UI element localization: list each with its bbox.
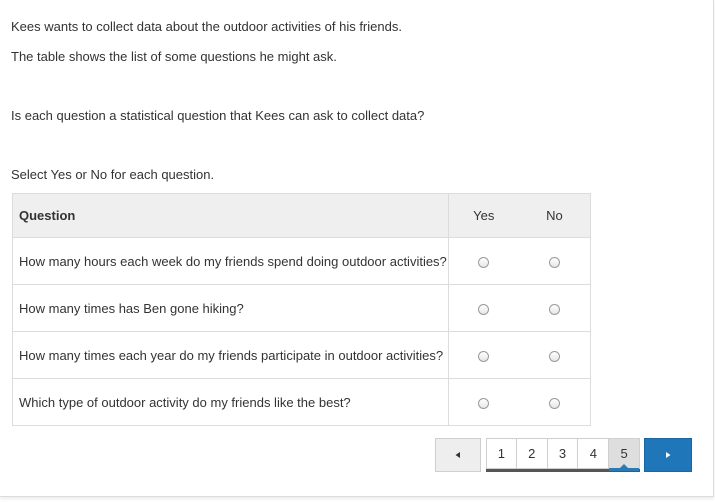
no-cell (519, 285, 591, 332)
prompt-line-1: Kees wants to collect data about the outdoor activities of his friends. (11, 19, 402, 34)
table-row (13, 285, 591, 332)
current-page-label: 5 (620, 446, 628, 461)
no-radio-3[interactable] (549, 351, 560, 362)
table-row (13, 238, 591, 285)
page-button-2[interactable]: 2 (517, 438, 548, 469)
previous-button[interactable] (435, 438, 481, 472)
triangle-right-icon (664, 451, 672, 459)
header-question: Question (13, 194, 449, 238)
yes-cell (448, 285, 518, 332)
question-text: How many times each year do my friends participate in outdoor activities? (13, 332, 449, 379)
triangle-left-icon (454, 451, 462, 459)
no-radio-4[interactable] (549, 398, 560, 409)
table-row (13, 379, 591, 426)
table-header-row (13, 194, 591, 238)
no-radio-2[interactable] (549, 304, 560, 315)
prompt-line-2: The table shows the list of some questions he might ask. (11, 49, 337, 64)
no-cell (519, 238, 591, 285)
header-no: No (519, 194, 591, 238)
yes-radio-3[interactable] (478, 351, 489, 362)
question-text: How many hours each week do my friends spend doing outdoor activities? (13, 238, 449, 285)
question-table (12, 193, 591, 426)
question-text: How many times has Ben gone hiking? (13, 285, 449, 332)
yes-radio-1[interactable] (478, 257, 489, 268)
table-row (13, 332, 591, 379)
caret-up-icon (620, 464, 628, 468)
page-button-5-current[interactable] (609, 438, 640, 469)
yes-cell (448, 238, 518, 285)
page-button-3[interactable]: 3 (548, 438, 579, 469)
page-navigation (486, 438, 640, 472)
question-text: Which type of outdoor activity do my friends like the best? (13, 379, 449, 426)
yes-cell (448, 332, 518, 379)
header-yes: Yes (448, 194, 518, 238)
prompt-question: Is each question a statistical question that Kees can ask to collect data? (11, 108, 425, 123)
next-button[interactable] (644, 438, 692, 472)
no-radio-1[interactable] (549, 257, 560, 268)
prompt-instruction: Select Yes or No for each question. (11, 167, 215, 182)
yes-radio-4[interactable] (478, 398, 489, 409)
no-cell (519, 379, 591, 426)
page-button-4[interactable]: 4 (578, 438, 609, 469)
yes-cell (448, 379, 518, 426)
page-button-1[interactable]: 1 (486, 438, 517, 469)
yes-radio-2[interactable] (478, 304, 489, 315)
no-cell (519, 332, 591, 379)
